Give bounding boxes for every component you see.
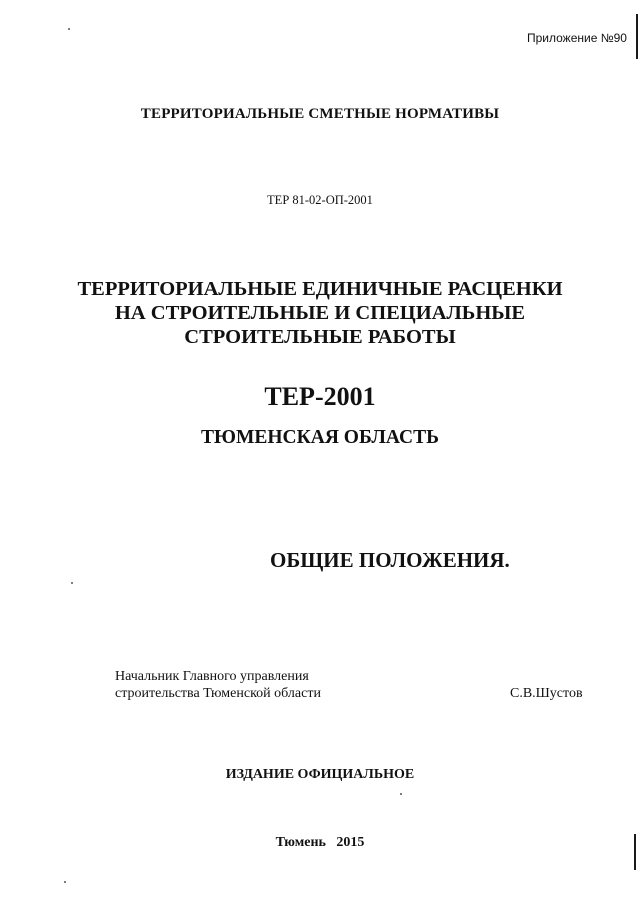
signatory-position-line-2: строительства Тюменской области [115,686,321,701]
main-title-line-3: СТРОИТЕЛЬНЫЕ РАБОТЫ [184,326,456,348]
scan-speck [64,881,66,883]
city-year: Тюмень 2015 [275,835,365,850]
edition-label: ИЗДАНИЕ ОФИЦИАЛЬНОЕ [225,767,415,782]
region: ТЮМЕНСКАЯ ОБЛАСТЬ [201,427,439,448]
header-title: ТЕРРИТОРИАЛЬНЫЕ СМЕТНЫЕ НОРМАТИВЫ [140,106,500,122]
scan-speck [68,28,70,30]
scan-edge-line-top [636,14,638,59]
ter-code: ТЕР-2001 [264,382,376,411]
doc-code: ТЕР 81-02-ОП-2001 [267,193,373,207]
main-title-line-2: НА СТРОИТЕЛЬНЫЕ И СПЕЦИАЛЬНЫЕ [114,302,526,324]
signatory-name: С.В.Шустов [510,686,583,701]
signatory-position-line-1: Начальник Главного управления [115,669,309,684]
section-title: ОБЩИЕ ПОЛОЖЕНИЯ. [270,548,510,572]
annex-label: Приложение №90 [527,31,627,45]
main-title-line-1: ТЕРРИТОРИАЛЬНЫЕ ЕДИНИЧНЫЕ РАСЦЕНКИ [77,278,563,300]
scan-speck [71,582,73,584]
scan-speck [400,793,402,795]
